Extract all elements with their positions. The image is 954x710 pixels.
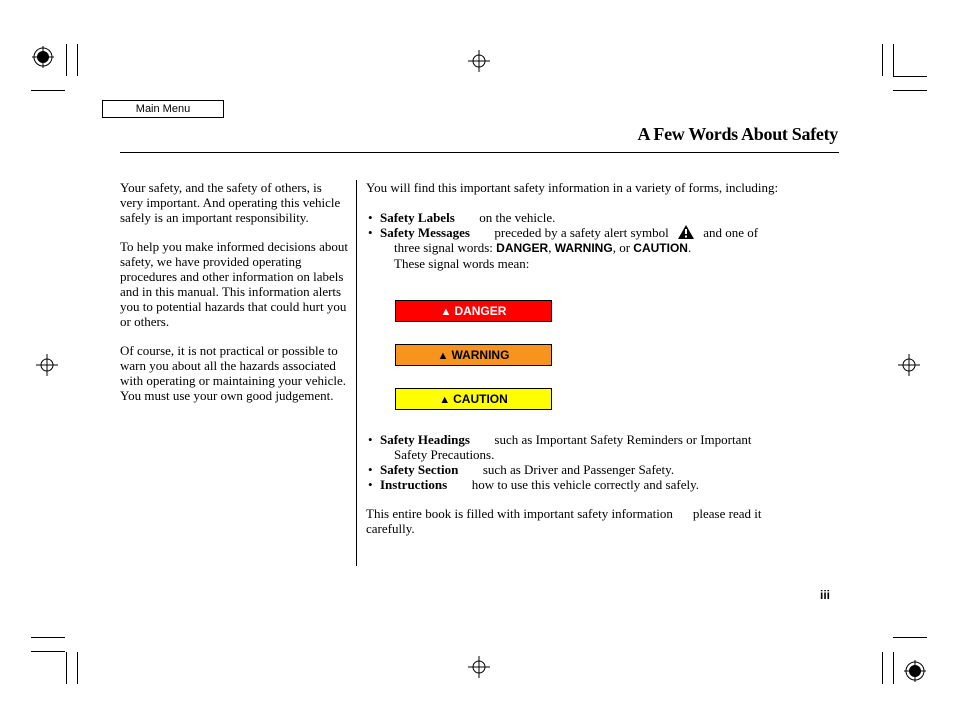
crosshair-icon [468, 50, 490, 72]
registration-target-icon [904, 660, 926, 682]
page-number: iii [820, 588, 831, 602]
warning-label: ▲ WARNING [395, 344, 552, 366]
bullet-desc: such as Important Safety Reminders or Important [494, 432, 752, 447]
paragraph: Of course, it is not practical or possible to warn you about all the hazards associated with operating or maintaining your vehicle. You must use your own good judgement. [120, 343, 346, 403]
signal-word-warning: WARNING [554, 241, 613, 255]
paragraph: Your safety, and the safety of others, is very important. And operating this vehicle safely is an important responsibility. [120, 180, 341, 225]
list-item [366, 210, 836, 225]
separator: , or [612, 240, 634, 255]
warning-triangle-icon [678, 225, 694, 239]
bullet-desc-cont: and one of [703, 225, 759, 240]
list-item [366, 477, 836, 492]
list-item [366, 462, 836, 477]
bullet-term: Instructions [380, 477, 448, 492]
bullet-desc: how to use this vehicle correctly and safely. [471, 477, 699, 492]
list-item [366, 432, 836, 462]
page-title: A Few Words About Safety [637, 124, 838, 144]
bullet-desc: preceded by a safety alert symbol [494, 225, 669, 240]
closing-paragraph [366, 506, 836, 536]
signal-word-caution: CAUTION [633, 241, 688, 255]
crosshair-icon [468, 656, 490, 678]
bullet-term: Safety Headings [380, 432, 470, 447]
main-menu-button[interactable]: Main Menu [102, 100, 224, 118]
bullet: • [368, 462, 373, 477]
left-column [120, 180, 348, 417]
separator: . [687, 240, 692, 255]
closing-text: please read it [692, 506, 762, 521]
bullet-term: Safety Labels [380, 210, 455, 225]
warning-triangle-icon: ▲ [437, 350, 449, 362]
caution-label: ▲ CAUTION [395, 388, 552, 410]
bullet-desc: such as Driver and Passenger Safety. [482, 462, 675, 477]
bullet-term: Safety Section [380, 462, 459, 477]
registration-target-icon [32, 46, 54, 68]
title-rule [120, 152, 839, 153]
warning-triangle-icon: ▲ [439, 394, 451, 406]
intro-text: You will find this important safety information in a variety of forms, including: [366, 180, 779, 195]
signal-words-prefix: three signal words: [394, 240, 497, 255]
column-divider [356, 180, 357, 566]
separator: , [548, 240, 555, 255]
list-item [366, 225, 836, 271]
crosshair-icon [36, 354, 58, 376]
crosshair-icon [898, 354, 920, 376]
bullet: • [368, 210, 373, 225]
bullet: • [368, 432, 373, 447]
closing-text: carefully. [366, 521, 415, 536]
right-column [366, 180, 836, 271]
bullet: • [368, 225, 373, 240]
signal-words-intro: These signal words mean: [394, 256, 530, 271]
warning-triangle-icon: ▲ [440, 306, 452, 318]
paragraph: To help you make informed decisions about safety, we have provided operating procedures and other information on labels and in this manual. This information alerts you to potential hazards that could hurt you or others. [120, 239, 348, 329]
signal-word-danger: DANGER [496, 241, 549, 255]
bullet-desc: on the vehicle. [479, 210, 556, 225]
bullet: • [368, 477, 373, 492]
closing-text: This entire book is filled with important safety information [366, 506, 673, 521]
bullet-desc-cont: Safety Precautions. [394, 447, 495, 462]
danger-label: ▲ DANGER [395, 300, 552, 322]
bottom-list [366, 432, 836, 536]
bullet-term: Safety Messages [380, 225, 470, 240]
